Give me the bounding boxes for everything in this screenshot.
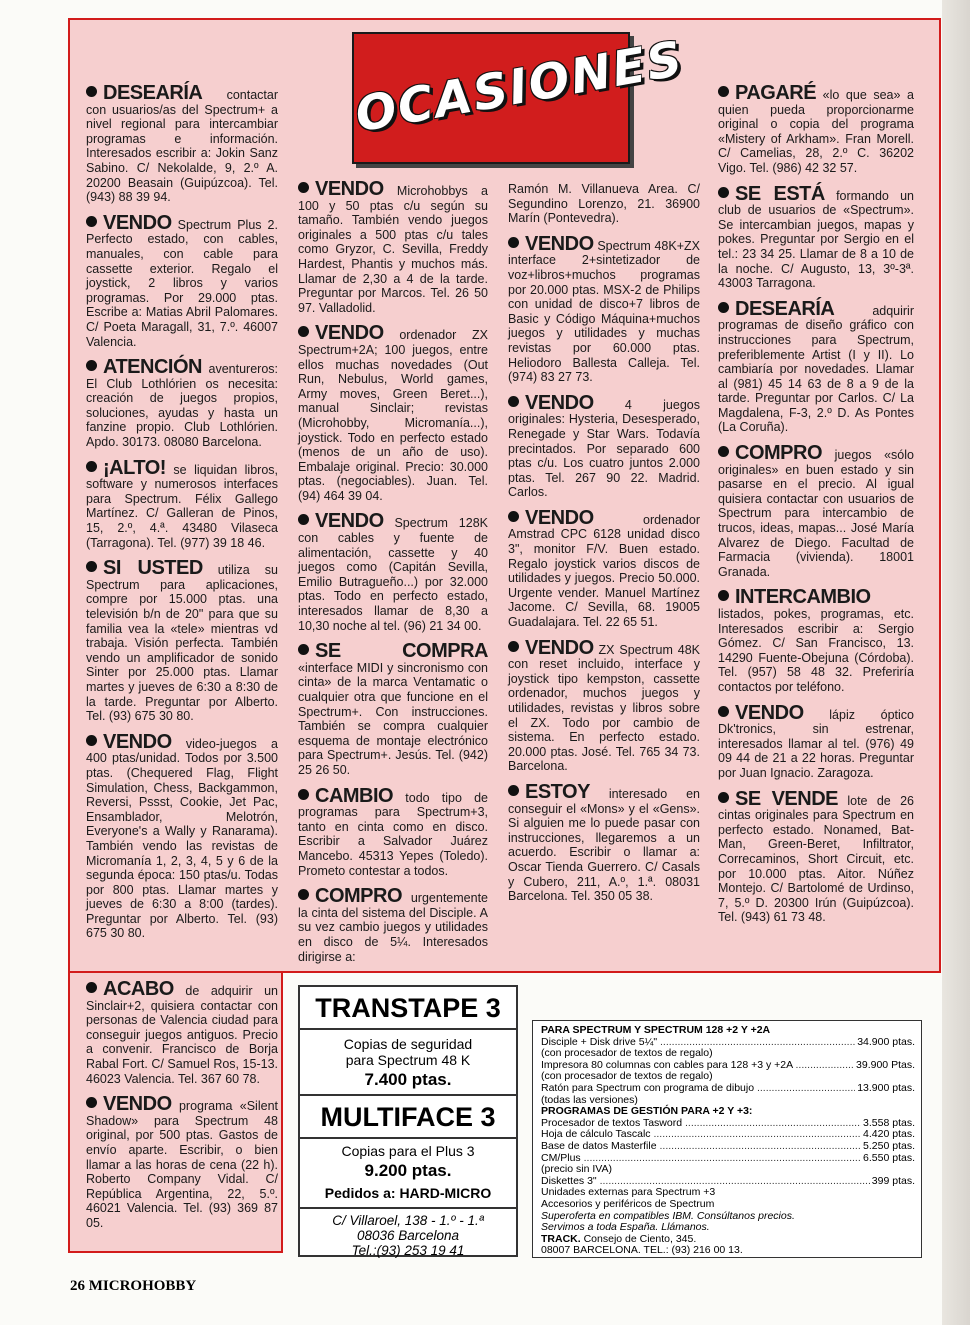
ad-body: aventureros: El Club Lothlórien os necesita: creación de juegos propios, soluciones, ayudas y hasta un fanzine propio. Club Lothlórien. Apdo. 30173. 08080 Barcelona. (86, 362, 278, 450)
classified-ad (86, 211, 278, 349)
section-title: OCASIONES (351, 30, 688, 144)
ad-body: Ramón M. Villanueva Area. C/ Segundino Lorenzo, 21. 36900 Marín (Pontevedra). (508, 182, 700, 226)
ad-body: Spectrum 48K+ZX interface 2+sintetizador de voz+libros+muchos programas por 20.000 ptas. MSX-2 de Philips con unidad de disco+7 libros de Basic y Código Máquina+muchos juegos y utilidades y muchas revistas por 60.000 ptas. Heliodoro Ballesta Calleja. Tel. (974) 83 27 73. (508, 238, 700, 385)
bullet-icon (86, 360, 97, 371)
address-line: C/ Villaroel, 138 - 1.º - 1.ª (332, 1213, 484, 1228)
classified-ad (86, 456, 278, 551)
track-item-name: Ratón para Spectrum con programa de dibujo ..... (541, 1083, 855, 1095)
page-edge (942, 0, 970, 1325)
multiface-title: MULTIFACE 3 (300, 1094, 516, 1139)
ad-body: juegos «sólo originales» en buen estado y sin pasarse en el precio. Al igual quisiera contactar con usuarios de Spectrum para intercambio de trucos, ideas, mapas... José María Alvarez de Diego. Facultad de Farmacia (vivienda). 18001 Granada. (718, 448, 914, 579)
ad-heading: ESTOY (525, 780, 590, 803)
bullet-icon (508, 396, 519, 407)
ad-body: interesado en conseguir el «Mons» y el «Gens». Si alguien me lo puede pasar con instrucciones, llegaremos a un acuerdo. Escribir o llamar a: Oscar Tienda Guerrero. C/ Casals y Cubero, 211, A.º, 1.ª. 08031 Barcelona. Tel. 350 05 38. (508, 786, 700, 904)
ad-heading: VENDO (525, 232, 594, 255)
classified-ad (298, 640, 488, 777)
bullet-icon (298, 182, 309, 193)
address-line: Tel.:(93) 253 19 41 (351, 1243, 465, 1258)
bullet-icon (86, 86, 97, 97)
ad-body: de adquirir un Sinclair+2, quisiera contactar con personas de Valencia ciudad para conseguir juegos antiguos. Precio a convenir. Francisco de Borja Rabal Fort. C/ Samuel Ros, 15-13. 46023 Valencia. Tel. 367 60 78. (86, 984, 278, 1086)
track-items (541, 1037, 915, 1107)
ad-heading: COMPRO (315, 885, 402, 908)
ad-body: utiliza su Spectrum para aplicaciones, compre por 15.000 ptas. una televisión b/n de 20" para que su familia vea la «tele» mientras vd trabaja. Visión perfecta. También vendo un amplificador de sonido Sinter por 25.000 ptas. Llamar martes y jueves de 6:30 a 8:30 de la tarde. Preguntar por Alberto. Tel. (93) 675 30 80. (86, 563, 278, 724)
track-item-name: Impresora 80 columnas con cables para 128 +3 y +2A ..... (541, 1060, 854, 1072)
ad-heading: SE VENDE (735, 787, 839, 810)
track-item-price: 13.900 ptas. (857, 1081, 915, 1094)
ad-body: lápiz óptico Dk'tronics, sin estrenar, interesados llamar al tel. (976) 49 09 44 de 21 a 22 horas. Preguntar por Juan Ignacio. Zaragoza. (718, 707, 914, 780)
ad-heading: SE ESTÁ (735, 182, 825, 205)
classified-ad (508, 636, 700, 774)
ad-heading: COMPRO (735, 442, 822, 465)
orders-line: Pedidos a: HARD-MICRO (324, 1185, 492, 1201)
bullet-icon (508, 641, 519, 652)
ad-body: ZX Spectrum 48K con reset incluido, interface y joystick tipo kempston, cassette ordenador, muchos juegos y utilidades, revistas y libros sobre el ZX. Todo por cambio de sistema. En perfecto estado. 20.000 ptas. José. Tel. 765 34 73. Barcelona. (508, 642, 700, 774)
ad-body: contactar con usuarios/as del Spectrum+ a nivel regional para intercambiar programas e información. Interesados escribir a: Jokin Sanz Sabino. C/ Nekolalde, 9, 2.º A. 20200 Beasain (Guipúzcoa). Tel. (943) 88 39 94. (86, 88, 278, 205)
classified-ad (298, 322, 488, 503)
bullet-icon (86, 561, 97, 572)
multiface-line: Copias para el Plus 3 (341, 1143, 475, 1159)
track-address: 08007 BARCELONA. TEL.: (93) 216 00 13. (541, 1244, 743, 1257)
ad-body: programa «Silent Shadow» para Spectrum 48 original, por 500 ptas. Gastos de envío aparte. Escribir, o bien llamar a las horas de cena (22 h). Roberto Company Vidal. C/ República Argentina, 22, 5.º. 46021 Valencia. Tel. (93) 369 87 05. (86, 1099, 278, 1230)
ad-body: ordenador Amstrad CPC 6128 unidad disco 3", monitor F/V. Buen estado. Regalo joystick varios discos de utilidades y juegos. Precio 50.000. Urgente vender. Manuel Martínez Jacome. C/ Sevilla, 68. 19005 Guadalajara. Tel. 22 65 51. (508, 512, 700, 630)
bullet-icon (298, 789, 309, 800)
classified-ad (508, 391, 700, 500)
transtape-price: 7.400 ptas. (364, 1070, 452, 1089)
multiface-price: 9.200 ptas. (364, 1161, 452, 1180)
ad-heading: VENDO (735, 701, 804, 724)
track-item-name: (todas las versiones) (541, 1093, 638, 1106)
ad-body: ordenador ZX Spectrum+2A; 100 juegos, entre ellos muchas novedades (Out Run, Nebulus, World games, Army moves, Green Beret...), manual Sinclair; revistas (Microhobby, Micromanía...), joystick. Todo en perfecto estado (menos de un año de uso). Embalaje original. Precio: 30.000 ptas. (negociables). Juan. Tel. (94) 464 39 04. (298, 328, 488, 503)
column-3 (508, 182, 700, 915)
track-item (541, 1118, 915, 1130)
bullet-icon (718, 302, 729, 313)
classified-ad (718, 586, 914, 694)
track-item-name: Base de datos Masterfile ..... (541, 1141, 861, 1153)
bullet-icon (298, 514, 309, 525)
transtape-ad (298, 985, 518, 1257)
classified-ad (508, 780, 700, 904)
classified-ad (718, 297, 914, 435)
ad-heading: VENDO (315, 322, 384, 345)
classified-ad (86, 557, 278, 724)
ad-heading: CAMBIO (315, 784, 394, 807)
classified-ad (718, 182, 914, 291)
ad-body: lote de 26 cintas originales para Spectrum en perfecto estado. Nonamed, Bat-Man, Green-Beret, Infiltrator, Correcaminos, Short Circuit, etc. por 10.000 ptas. Aitor. Núñez Montejo. C/ Bartolomé de Urdinso, 7, 5.º D. 20300 Irún (Guipúzcoa). Tel. (943) 61 73 48. (718, 793, 914, 925)
address-line: 08036 Barcelona (356, 1228, 460, 1243)
bullet-icon (298, 644, 309, 655)
bullet-icon (718, 706, 729, 717)
bullet-icon (86, 735, 97, 746)
ad-heading: VENDO (525, 636, 594, 659)
ad-body: urgentemente la cinta del sistema del Disciple. A su vez cambio juegos y utilidades en disco de 5¼. Interesados dirigirse a: (298, 891, 488, 964)
ad-heading: ACABO (103, 978, 174, 1000)
ad-heading: VENDO (315, 178, 384, 200)
ad-heading: VENDO (315, 510, 384, 533)
track-item-name: Hoja de cálculo Tascalc ..... (541, 1129, 861, 1141)
ad-heading: SI USTED (103, 557, 203, 580)
page-footer: 26 MICROHOBBY (70, 1278, 197, 1294)
bullet-icon (508, 785, 519, 796)
track-item-name: CM/Plus ..... (541, 1153, 861, 1165)
ad-body: 4 juegos originales: Hysteria, Desesperado, Renegade y Star Wars. Todavía precintados. Por separado 600 ptas c/u. Los cuatro juntos 2.000 ptas. Tel. 267 90 22. Madrid. Carlos. (508, 397, 700, 500)
track-item-name: Procesador de textos Tasword ..... (541, 1118, 861, 1130)
column-2 (298, 178, 488, 975)
track-offer: Superoferta en compatibles IBM. Consúltanos precios. (541, 1209, 795, 1222)
bullet-icon (86, 1097, 97, 1108)
classified-ad (508, 506, 700, 630)
ad-heading: DESEARÍA (103, 82, 203, 104)
classified-ad (508, 182, 700, 226)
ad-heading: DESEARÍA (735, 297, 835, 320)
ad-heading: ¡ALTO! (103, 456, 166, 479)
classified-ad (508, 232, 700, 385)
classified-ad (86, 1093, 278, 1230)
track-item-price: 6.550 ptas. (863, 1151, 915, 1164)
track-item-price: 34.900 ptas. (857, 1035, 915, 1048)
ad-body: todo tipo de programas para Spectrum+3, tanto en cinta como en disco. Escribir a Salvador Juárez Mancebo. 45313 Yepes (Toledo). Prometo contestar a todos. (298, 790, 488, 878)
transtape-title: TRANSTAPE 3 (300, 987, 516, 1030)
track-item (541, 1141, 915, 1153)
track-item-name: Diskettes 3" ..... (541, 1176, 870, 1188)
ad-heading: VENDO (525, 391, 594, 414)
section-title-box (351, 30, 688, 164)
classified-ad (718, 701, 914, 781)
track-item-price: 5.250 ptas. (863, 1139, 915, 1152)
classified-ad (718, 82, 914, 176)
ad-heading: VENDO (103, 730, 172, 753)
ad-body: Microhobbys a 100 y 50 ptas c/u según su tamaño. También vendo juegos originales a 500 ptas c/u tales como Gryzor, C. Sevilla, Freddy Hardest, Phantis y muchos más. Llamar de 2,30 a 4 de la tarde. Preguntar por Marcos. Tel. 26 50 97. Valladolid. (298, 184, 488, 315)
track-heading: PARA SPECTRUM Y SPECTRUM 128 +2 Y +2A (541, 1024, 771, 1036)
classified-ad (718, 442, 914, 579)
ad-body: listados, pokes, programas, etc. Interesados escribir a: Sergio Gómez. C/ San Francisco, 13. 14290 Fuente-Obejuna (Córdoba). Tel. (957) 58 48 32. Preferiría contactos por teléfono. (718, 607, 914, 694)
track-item-name: (precio sin IVA) (541, 1163, 612, 1176)
ad-body: adquirir programas de diseño gráfico con instrucciones para Spectrum, preferiblemente Artist (I y II). Lo cambiaría por novedades. Llamar al (981) 45 14 63 de 8 a 9 de la tarde. Preguntar por Carlos. C/ La Magdalena, F-3, 2.º D. As Pontes (La Coruña). (718, 303, 914, 435)
bullet-icon (718, 187, 729, 198)
bullet-icon (298, 326, 309, 337)
track-item (541, 1129, 915, 1141)
track-line: Accesorios y periféricos de Spectrum (541, 1197, 715, 1210)
bullet-icon (86, 461, 97, 472)
track-items (541, 1118, 915, 1188)
column-1 (86, 82, 278, 952)
classified-ad (298, 178, 488, 315)
ad-body: formando un club de usuarios de «Spectrum». Se intercambian juegos, mapas y pokes. Preguntar por Sergio en el tel.: 23 34 25. Llamar de 8 a 10 de la noche. C/ Augusto, 13, 3º-3ª. 43003 Tarragona. (718, 188, 914, 291)
ad-body: video-juegos a 400 ptas/unidad. Todos por 3.500 ptas. (Chequered Flag, Flight Simulation, Chess, Backgammon, Reversi, Pssst, Cookie, Jet Pac, Ensamblador, Melotrón, Everyone's a Wally y Ranarama). También vendo las revistas de Micromanía 1, 2, 3, 4, 5 y 6 de la segunda época: 150 ptas/u. Todas por 800 ptas. Llamar martes y jueves de 6:30 a 8:00 (tardes). Preguntar por Alberto. Tel. (93) 675 30 80. (86, 736, 278, 941)
bullet-icon (718, 792, 729, 803)
ad-heading: PAGARÉ (735, 82, 817, 104)
classified-ad (298, 784, 488, 879)
transtape-line: Copias de seguridad (343, 1036, 473, 1052)
column-1-bottom (86, 978, 278, 1242)
divider (300, 1207, 516, 1209)
track-line: Unidades externas para Spectrum +3 (541, 1186, 716, 1199)
track-heading: PROGRAMAS DE GESTIÓN PARA +2 Y +3: (541, 1105, 753, 1118)
ad-heading: VENDO (103, 211, 172, 234)
ad-body: «lo que sea» a quien pueda proporcionarme original o copia del programa «Mistery of Arkham». Fran Morell. C/ Camelias, 28, 2.º C. 36202 Vigo. Tel. (986) 42 32 57. (718, 88, 914, 175)
ad-body: «interface MIDI y sincronismo con cinta» de la marca Ventamatic o cualquier otra que funcione en el Spectrum+. Con instrucciones. También se compra cualquier esquema de montaje electrónico para Spectrum+. Jesús. Tel. (942) 25 26 50. (298, 660, 488, 777)
ad-heading: VENDO (525, 506, 594, 529)
classified-ad (86, 82, 278, 205)
track-company: TRACK. (541, 1232, 581, 1245)
bullet-icon (718, 446, 729, 457)
track-item-name: (con procesador de textos de regalo) (541, 1047, 713, 1060)
ad-heading: VENDO (103, 1093, 172, 1116)
track-item-name: Disciple + Disk drive 5¼" ..... (541, 1037, 855, 1049)
ad-body: se liquidan libros, software y numerosos interfaces para Spectrum. Félix Gallego Martínez. C/ Galleran de Pinos, 15, 2.º, 4.ª. 43480 Vilaseca (Tarragona). Tel. (977) 39 18 46. (86, 462, 278, 550)
classified-ad (86, 978, 278, 1086)
bullet-icon (86, 216, 97, 227)
classified-ad (298, 510, 488, 633)
track-item-price: 4.420 ptas. (863, 1128, 915, 1141)
bullet-icon (718, 590, 729, 601)
classified-ad (86, 730, 278, 941)
ad-heading: INTERCAMBIO (735, 586, 871, 609)
ad-body: Spectrum 128K con cables y fuente de alimentación, cassette y 40 juegos como (Capitán Sevilla, Emilio Butragueño...) por 32.000 ptas. Todo en perfecto estado, interesados llamar de 8,30 a 10,30 noche al tel. (96) 21 34 00. (298, 516, 488, 633)
track-ad (532, 1020, 922, 1258)
track-item-price: 3.558 ptas. (863, 1116, 915, 1129)
transtape-line: para Spectrum 48 K (345, 1052, 471, 1068)
track-item-price: 39.900 Ptas. (856, 1058, 915, 1071)
bullet-icon (86, 982, 97, 993)
ad-heading: SE COMPRA (315, 640, 488, 663)
track-item (541, 1164, 915, 1176)
track-address: Consejo de Ciento, 345. (583, 1232, 697, 1245)
classified-ad (298, 885, 488, 964)
track-item-name: (con procesador de textos de regalo) (541, 1070, 713, 1083)
bullet-icon (298, 889, 309, 900)
ad-body: Spectrum Plus 2. Perfecto estado, con cables, manuales, con cable para cassette exterior. Regalo el joystick, 2 libros y varios programas. Por 29.000 ptas. Escribe a: Matias Abril Palomares. C/ Poeta Maragall, 31, 7.º. 46007 Valencia. (86, 217, 278, 349)
classified-ad (86, 356, 278, 450)
ad-heading: ATENCIÓN (103, 356, 202, 379)
column-4 (718, 82, 914, 936)
classified-ad (718, 787, 914, 925)
track-offer: Servimos a toda España. Llámanos. (541, 1221, 710, 1234)
track-item-price: 399 ptas. (871, 1174, 915, 1187)
bullet-icon (508, 237, 519, 248)
bullet-icon (508, 511, 519, 522)
bullet-icon (718, 86, 729, 97)
